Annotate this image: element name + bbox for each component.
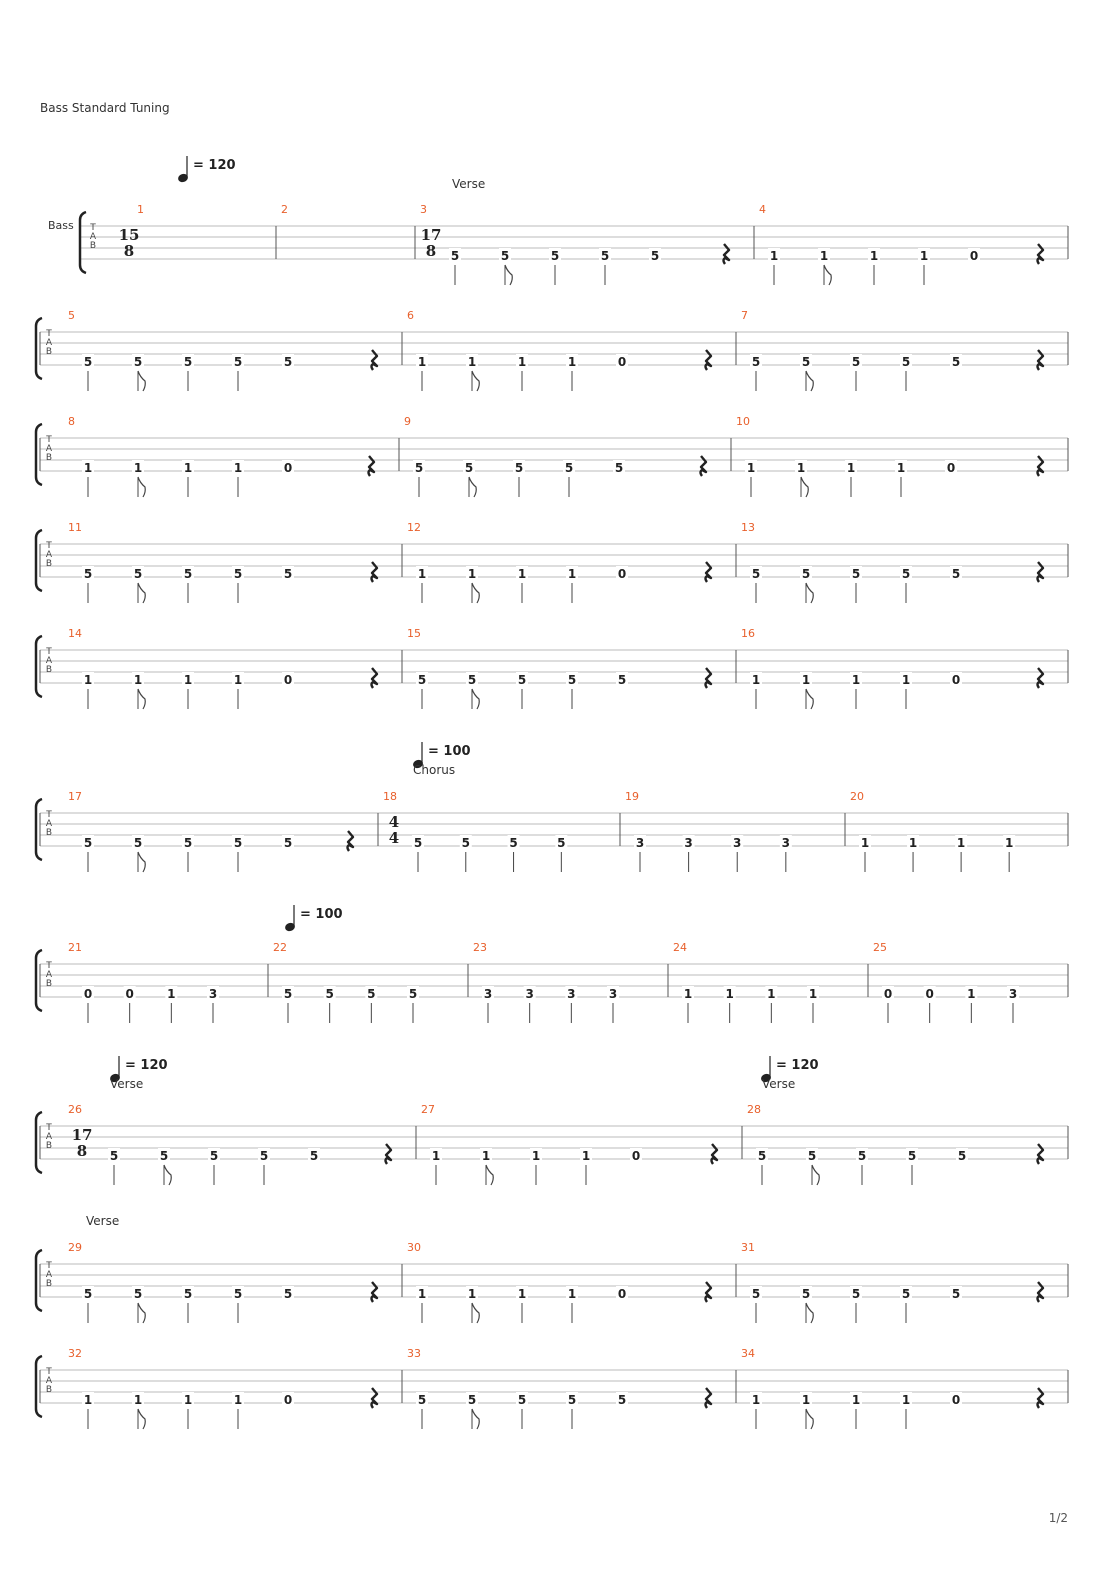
quarter-rest — [369, 456, 375, 476]
fret-number: 1 — [517, 567, 527, 581]
fret-number: 5 — [614, 461, 624, 475]
fret-number: 1 — [133, 1393, 143, 1407]
measure-number: 25 — [873, 941, 887, 954]
section-marker: Chorus — [413, 763, 456, 777]
fret-number: 5 — [617, 1393, 627, 1407]
fret-number: 1 — [751, 1393, 761, 1407]
fret-number: 5 — [500, 249, 510, 263]
measure-number: 22 — [273, 941, 287, 954]
section-marker: Verse — [452, 177, 486, 191]
fret-number: 5 — [233, 1287, 243, 1301]
fret-number: 0 — [283, 673, 293, 687]
fret-number: 3 — [733, 836, 742, 850]
fret-number: 5 — [450, 249, 460, 263]
tab-clef-letter: T — [46, 329, 52, 339]
fret-number: 5 — [417, 673, 427, 687]
fret-number: 1 — [801, 673, 811, 687]
system-bracket — [36, 636, 42, 697]
eighth-flag — [806, 583, 813, 603]
fret-number: 0 — [283, 461, 293, 475]
section-marker: Verse — [110, 1077, 144, 1091]
quarter-rest — [372, 562, 378, 582]
measure-number: 23 — [473, 941, 487, 954]
fret-number: 1 — [801, 1393, 811, 1407]
tab-clef-letter: T — [46, 435, 52, 445]
eighth-flag — [801, 477, 808, 497]
fret-number: 3 — [208, 987, 218, 1001]
fret-number: 5 — [233, 355, 243, 369]
measure-number: 29 — [68, 1241, 82, 1254]
fret-number: 1 — [769, 249, 779, 263]
fret-number: 1 — [956, 836, 966, 850]
quarter-rest — [372, 1282, 378, 1302]
fret-number: 1 — [581, 1149, 591, 1163]
tab-clef-letter: B — [45, 1279, 53, 1289]
fret-number: 5 — [83, 1287, 93, 1301]
system-bracket — [80, 212, 86, 273]
fret-number: 0 — [951, 673, 961, 687]
fret-number: 5 — [133, 1287, 143, 1301]
fret-number: 1 — [767, 987, 776, 1001]
fret-number: 1 — [1004, 836, 1014, 850]
fret-number: 1 — [819, 249, 829, 263]
system-bracket — [36, 530, 42, 591]
fret-number: 5 — [951, 1287, 961, 1301]
measure-number: 33 — [407, 1347, 421, 1360]
time-signature-top: 4 — [388, 813, 400, 831]
quarter-rest — [372, 350, 378, 370]
fret-number: 1 — [796, 461, 806, 475]
fret-number: 5 — [957, 1149, 967, 1163]
tab-clef-letter: B — [45, 1141, 53, 1151]
fret-number: 5 — [757, 1149, 767, 1163]
fret-number: 0 — [925, 987, 934, 1001]
measure-number: 5 — [68, 309, 75, 322]
fret-number: 5 — [650, 249, 660, 263]
fret-number: 5 — [133, 355, 143, 369]
tab-clef-letter: A — [45, 1270, 53, 1280]
page-number: 1/2 — [1048, 1511, 1068, 1525]
fret-number: 1 — [517, 355, 527, 369]
fret-number: 1 — [919, 249, 929, 263]
quarter-rest — [701, 456, 707, 476]
fret-number: 1 — [860, 836, 870, 850]
fret-number: 5 — [751, 1287, 761, 1301]
fret-number: 1 — [567, 355, 577, 369]
fret-number: 0 — [883, 987, 893, 1001]
fret-number: 0 — [969, 249, 979, 263]
eighth-flag — [138, 1303, 145, 1323]
fret-number: 0 — [125, 987, 134, 1001]
tab-clef-letter: B — [45, 453, 53, 463]
tab-clef-letter: A — [45, 970, 53, 980]
measure-number: 19 — [625, 790, 639, 803]
eighth-flag — [472, 583, 479, 603]
fret-number: 3 — [525, 987, 534, 1001]
quarter-rest — [1038, 562, 1044, 582]
eighth-flag — [824, 265, 831, 285]
fret-number: 5 — [283, 1287, 293, 1301]
tempo-marking: = 120 — [776, 1058, 819, 1073]
measure-number: 17 — [68, 790, 82, 803]
fret-number: 5 — [133, 836, 143, 850]
system-bracket — [36, 1356, 42, 1417]
measure-number: 21 — [68, 941, 82, 954]
tuning-label: Bass Standard Tuning — [40, 101, 170, 115]
measure-number: 16 — [741, 627, 755, 640]
measure-number: 10 — [736, 415, 750, 428]
fret-number: 1 — [901, 673, 911, 687]
eighth-flag — [806, 689, 813, 709]
fret-number: 5 — [801, 1287, 811, 1301]
fret-number: 5 — [233, 836, 243, 850]
fret-number: 0 — [946, 461, 956, 475]
quarter-rest — [1038, 456, 1044, 476]
tab-clef-letter: T — [46, 541, 52, 551]
fret-number: 5 — [751, 355, 761, 369]
fret-number: 0 — [283, 1393, 293, 1407]
tab-clef-letter: A — [45, 550, 53, 560]
measure-number: 9 — [404, 415, 411, 428]
eighth-flag — [138, 852, 145, 872]
eighth-flag — [812, 1165, 819, 1185]
quarter-rest — [1038, 244, 1044, 264]
fret-number: 5 — [851, 1287, 861, 1301]
fret-number: 1 — [467, 355, 477, 369]
fret-number: 5 — [951, 567, 961, 581]
tempo-marking: = 120 — [193, 158, 236, 173]
time-signature-bottom: 8 — [425, 242, 437, 260]
fret-number: 5 — [133, 567, 143, 581]
fret-number: 1 — [133, 461, 143, 475]
fret-number: 5 — [109, 1149, 119, 1163]
fret-number: 5 — [183, 567, 193, 581]
quarter-rest — [712, 1144, 718, 1164]
fret-number: 5 — [851, 355, 861, 369]
fret-number: 3 — [684, 836, 693, 850]
time-signature-top: 17 — [71, 1126, 93, 1144]
fret-number: 5 — [283, 567, 293, 581]
fret-number: 5 — [801, 567, 811, 581]
fret-number: 5 — [567, 673, 577, 687]
measure-number: 12 — [407, 521, 421, 534]
tab-clef-letter: T — [46, 647, 52, 657]
eighth-flag — [472, 371, 479, 391]
fret-number: 1 — [83, 673, 93, 687]
quarter-rest — [386, 1144, 392, 1164]
fret-number: 1 — [417, 355, 427, 369]
instrument-name: Bass — [48, 219, 74, 232]
fret-number: 5 — [414, 461, 424, 475]
measure-number: 27 — [421, 1103, 435, 1116]
measure-number: 11 — [68, 521, 82, 534]
fret-number: 1 — [417, 1287, 427, 1301]
quarter-rest — [1038, 1388, 1044, 1408]
eighth-flag — [806, 1409, 813, 1429]
system-bracket — [36, 1112, 42, 1173]
fret-number: 5 — [183, 836, 193, 850]
fret-number: 5 — [209, 1149, 219, 1163]
fret-number: 5 — [83, 836, 93, 850]
measure-number: 14 — [68, 627, 82, 640]
fret-number: 3 — [483, 987, 493, 1001]
fret-number: 5 — [557, 836, 566, 850]
fret-number: 1 — [808, 987, 818, 1001]
fret-number: 5 — [517, 1393, 527, 1407]
section-marker: Verse — [762, 1077, 796, 1091]
fret-number: 0 — [617, 567, 627, 581]
fret-number: 5 — [417, 1393, 427, 1407]
fret-number: 5 — [413, 836, 423, 850]
time-signature-bottom: 8 — [76, 1142, 88, 1160]
quarter-rest — [1038, 350, 1044, 370]
time-signature-bottom: 8 — [123, 242, 135, 260]
fret-number: 1 — [467, 1287, 477, 1301]
fret-number: 5 — [159, 1149, 169, 1163]
fret-number: 5 — [851, 567, 861, 581]
tab-clef-letter: T — [46, 1123, 52, 1133]
eighth-flag — [472, 689, 479, 709]
eighth-flag — [486, 1165, 493, 1185]
fret-number: 1 — [133, 673, 143, 687]
eighth-flag — [469, 477, 476, 497]
fret-number: 1 — [846, 461, 856, 475]
fret-number: 1 — [183, 1393, 193, 1407]
fret-number: 5 — [514, 461, 524, 475]
measure-number: 18 — [383, 790, 397, 803]
eighth-flag — [472, 1409, 479, 1429]
measure-number: 3 — [420, 203, 427, 216]
fret-number: 1 — [869, 249, 879, 263]
measure-number: 6 — [407, 309, 414, 322]
system-bracket — [36, 318, 42, 379]
fret-number: 1 — [896, 461, 906, 475]
fret-number: 5 — [907, 1149, 917, 1163]
section-marker: Verse — [86, 1214, 120, 1228]
fret-number: 1 — [746, 461, 756, 475]
fret-number: 1 — [567, 1287, 577, 1301]
tab-clef-letter: A — [45, 338, 53, 348]
fret-number: 1 — [725, 987, 734, 1001]
fret-number: 5 — [461, 836, 470, 850]
fret-number: 5 — [509, 836, 518, 850]
fret-number: 5 — [325, 987, 334, 1001]
system-bracket — [36, 1250, 42, 1311]
measure-number: 20 — [850, 790, 864, 803]
tab-clef-letter: A — [45, 444, 53, 454]
fret-number: 5 — [550, 249, 560, 263]
fret-number: 5 — [283, 836, 293, 850]
quarter-rest — [348, 831, 354, 851]
fret-number: 5 — [283, 987, 293, 1001]
tempo-marking: = 120 — [125, 1058, 168, 1073]
fret-number: 1 — [683, 987, 693, 1001]
measure-number: 7 — [741, 309, 748, 322]
fret-number: 3 — [781, 836, 791, 850]
fret-number: 1 — [908, 836, 918, 850]
measure-number: 2 — [281, 203, 288, 216]
eighth-flag — [806, 371, 813, 391]
fret-number: 3 — [1008, 987, 1018, 1001]
quarter-rest — [706, 668, 712, 688]
fret-number: 0 — [617, 1287, 627, 1301]
quarter-rest — [706, 1388, 712, 1408]
fret-number: 1 — [417, 567, 427, 581]
measure-number: 26 — [68, 1103, 82, 1116]
eighth-flag — [164, 1165, 171, 1185]
fret-number: 5 — [467, 1393, 477, 1407]
eighth-flag — [138, 477, 145, 497]
fret-number: 5 — [567, 1393, 577, 1407]
measure-number: 8 — [68, 415, 75, 428]
tab-clef-letter: B — [45, 1385, 53, 1395]
fret-number: 3 — [567, 987, 576, 1001]
time-signature-bottom: 4 — [388, 829, 400, 847]
measure-number: 13 — [741, 521, 755, 534]
fret-number: 5 — [464, 461, 474, 475]
fret-number: 5 — [517, 673, 527, 687]
tab-clef-letter: T — [46, 810, 52, 820]
fret-number: 1 — [851, 673, 861, 687]
eighth-flag — [138, 689, 145, 709]
fret-number: 5 — [751, 567, 761, 581]
fret-number: 5 — [233, 567, 243, 581]
fret-number: 5 — [467, 673, 477, 687]
quarter-rest — [1038, 1282, 1044, 1302]
fret-number: 3 — [608, 987, 618, 1001]
measure-number: 24 — [673, 941, 687, 954]
tab-clef-letter: B — [45, 559, 53, 569]
quarter-rest — [1038, 668, 1044, 688]
fret-number: 3 — [635, 836, 645, 850]
fret-number: 1 — [233, 1393, 243, 1407]
eighth-flag — [138, 583, 145, 603]
fret-number: 1 — [183, 461, 193, 475]
tempo-marking: = 100 — [428, 744, 471, 759]
fret-number: 5 — [901, 1287, 911, 1301]
fret-number: 0 — [631, 1149, 641, 1163]
fret-number: 1 — [83, 1393, 93, 1407]
quarter-rest — [706, 562, 712, 582]
eighth-flag — [472, 1303, 479, 1323]
fret-number: 0 — [617, 355, 627, 369]
time-signature-top: 15 — [118, 226, 140, 244]
fret-number: 1 — [517, 1287, 527, 1301]
fret-number: 5 — [83, 355, 93, 369]
fret-number: 5 — [600, 249, 610, 263]
measure-number: 1 — [137, 203, 144, 216]
fret-number: 5 — [367, 987, 376, 1001]
fret-number: 1 — [751, 673, 761, 687]
system-bracket — [36, 799, 42, 860]
fret-number: 1 — [851, 1393, 861, 1407]
fret-number: 5 — [183, 1287, 193, 1301]
tab-clef-letter: A — [45, 1376, 53, 1386]
fret-number: 1 — [531, 1149, 541, 1163]
system-bracket — [36, 950, 42, 1011]
fret-number: 5 — [901, 567, 911, 581]
fret-number: 1 — [233, 461, 243, 475]
measure-number: 31 — [741, 1241, 755, 1254]
tab-clef-letter: T — [46, 961, 52, 971]
fret-number: 1 — [567, 567, 577, 581]
tab-clef-letter: T — [46, 1367, 52, 1377]
quarter-rest — [706, 350, 712, 370]
eighth-flag — [138, 371, 145, 391]
fret-number: 1 — [83, 461, 93, 475]
fret-number: 5 — [408, 987, 418, 1001]
tab-clef-letter: A — [45, 656, 53, 666]
system-bracket — [36, 424, 42, 485]
fret-number: 5 — [801, 355, 811, 369]
measure-number: 4 — [759, 203, 766, 216]
fret-number: 5 — [183, 355, 193, 369]
fret-number: 1 — [233, 673, 243, 687]
quarter-rest — [724, 244, 730, 264]
fret-number: 1 — [901, 1393, 911, 1407]
tempo-marking: = 100 — [300, 907, 343, 922]
tab-clef-letter: B — [45, 665, 53, 675]
fret-number: 5 — [309, 1149, 319, 1163]
fret-number: 1 — [481, 1149, 491, 1163]
quarter-rest — [1038, 1144, 1044, 1164]
tab-clef-letter: A — [45, 819, 53, 829]
quarter-rest — [372, 1388, 378, 1408]
eighth-flag — [806, 1303, 813, 1323]
measure-number: 30 — [407, 1241, 421, 1254]
tab-clef-letter: A — [45, 1132, 53, 1142]
fret-number: 5 — [564, 461, 574, 475]
time-signature-top: 17 — [420, 226, 442, 244]
fret-number: 1 — [167, 987, 176, 1001]
quarter-rest — [372, 668, 378, 688]
fret-number: 0 — [83, 987, 93, 1001]
fret-number: 5 — [807, 1149, 817, 1163]
fret-number: 5 — [83, 567, 93, 581]
fret-number: 5 — [857, 1149, 867, 1163]
fret-number: 1 — [467, 567, 477, 581]
tab-clef-letter: T — [46, 1261, 52, 1271]
eighth-flag — [138, 1409, 145, 1429]
eighth-flag — [505, 265, 512, 285]
fret-number: 1 — [431, 1149, 441, 1163]
fret-number: 1 — [183, 673, 193, 687]
tab-clef-letter: B — [45, 828, 53, 838]
measure-number: 34 — [741, 1347, 755, 1360]
fret-number: 5 — [283, 355, 293, 369]
measure-number: 15 — [407, 627, 421, 640]
tab-clef-letter: A — [89, 232, 97, 242]
fret-number: 1 — [967, 987, 976, 1001]
measure-number: 28 — [747, 1103, 761, 1116]
quarter-rest — [706, 1282, 712, 1302]
fret-number: 0 — [951, 1393, 961, 1407]
fret-number: 5 — [901, 355, 911, 369]
tab-clef-letter: B — [45, 979, 53, 989]
tab-clef-letter: B — [89, 241, 97, 251]
tab-clef-letter: T — [90, 223, 96, 233]
fret-number: 5 — [259, 1149, 269, 1163]
measure-number: 32 — [68, 1347, 82, 1360]
tab-clef-letter: B — [45, 347, 53, 357]
fret-number: 5 — [951, 355, 961, 369]
fret-number: 5 — [617, 673, 627, 687]
